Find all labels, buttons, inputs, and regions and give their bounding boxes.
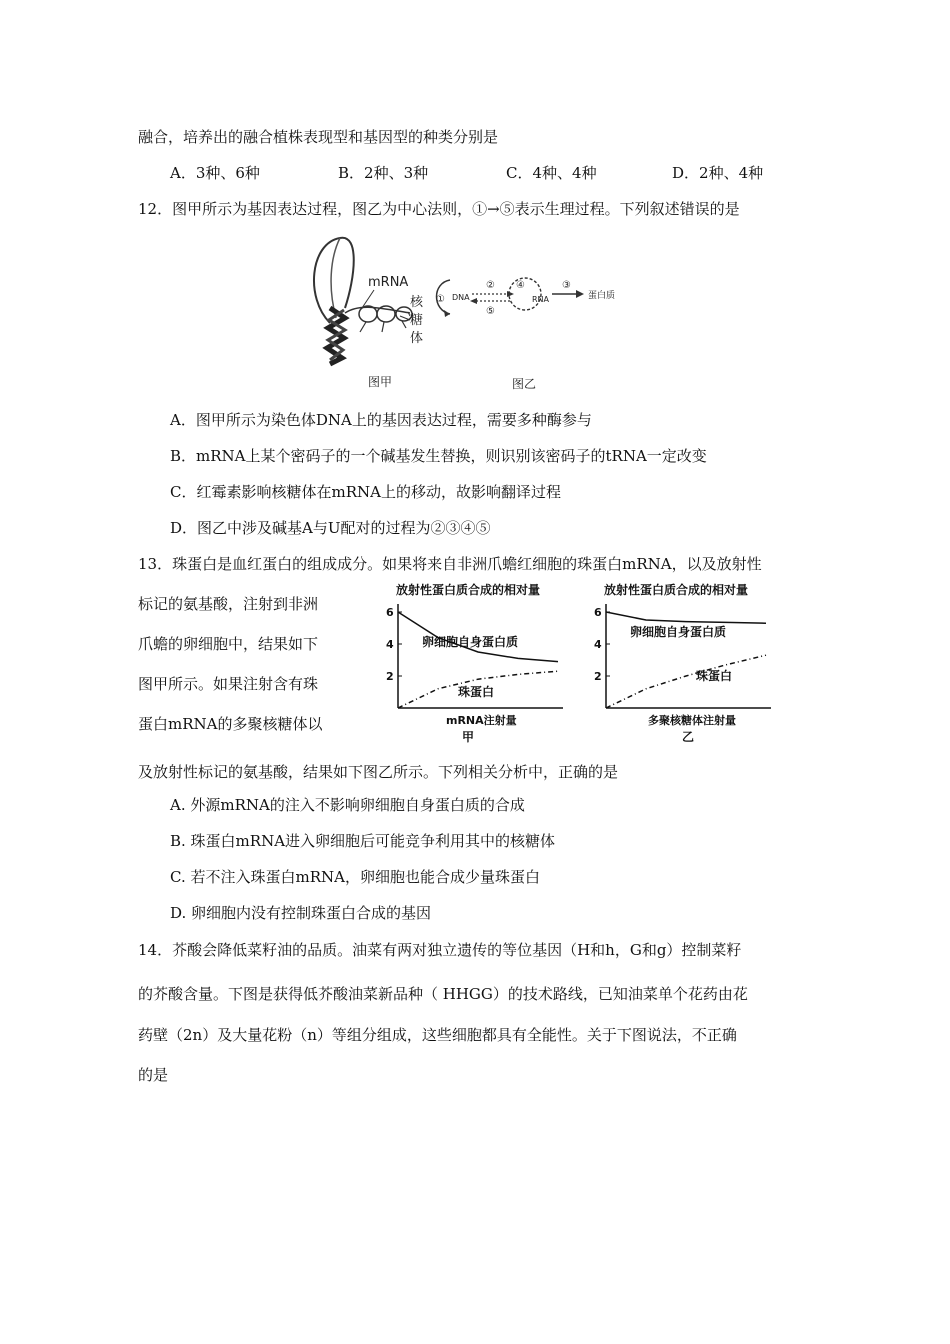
question-14-line: 的是 (138, 1066, 169, 1084)
series-label-globin: 珠蛋白 (458, 685, 495, 699)
q13-option-a: A. 外源mRNA的注入不影响卵细胞自身蛋白质的合成 (170, 796, 525, 814)
question-13-stem: 13．珠蛋白是血红蛋白的组成成分。如果将来自非洲爪蟾红细胞的珠蛋白mRNA，以及放射性 (138, 555, 762, 573)
series-globin (606, 655, 766, 708)
series-label-globin: 珠蛋白 (696, 669, 733, 683)
mrna-label: mRNA (368, 275, 409, 290)
chart-title: 放射性蛋白质合成的相对量 (396, 583, 541, 597)
q13-left-line: 爪蟾的卵细胞中，结果如下 (138, 635, 319, 653)
x-axis-label: mRNA注射量 (446, 714, 517, 727)
series-own-protein (606, 612, 766, 623)
chart-caption: 甲 (462, 730, 475, 744)
q13-option-c: C. 若不注入珠蛋白mRNA，卵细胞也能合成少量珠蛋白 (170, 868, 540, 886)
q13-line-6: 及放射性标记的氨基酸，结果如下图乙所示。下列相关分析中，正确的是 (138, 763, 619, 781)
q12-option-d: D．图乙中涉及碱基A与U配对的过程为②③④⑤ (170, 519, 491, 537)
chart-title: 放射性蛋白质合成的相对量 (604, 583, 749, 597)
q13-left-line: 蛋白mRNA的多聚核糖体以 (138, 715, 323, 733)
caption-yi: 图乙 (512, 377, 537, 391)
y-tick-label: 6 (386, 606, 394, 619)
num-5: ⑤ (486, 306, 495, 317)
y-tick-label: 6 (594, 606, 602, 619)
q13-left-line: 图甲所示。如果注射含有珠 (138, 675, 319, 693)
q13-option-b: B. 珠蛋白mRNA进入卵细胞后可能竞争利用其中的核糖体 (170, 832, 556, 850)
q12-option-a: A．图甲所示为染色体DNA上的基因表达过程，需要多种酶参与 (170, 411, 592, 429)
q12-option-c: C．红霉素影响核糖体在mRNA上的移动，故影响翻译过程 (170, 483, 561, 501)
series-label-own-protein: 卵细胞自身蛋白质 (422, 635, 519, 649)
figure-12 (300, 228, 700, 398)
ribosome-label-2: 糖 (410, 313, 424, 328)
series-label-own-protein: 卵细胞自身蛋白质 (630, 625, 727, 639)
num-2: ② (486, 280, 495, 291)
option-c: C．4种、4种 (506, 164, 597, 182)
text-line: 融合，培养出的融合植株表现型和基因型的种类分别是 (138, 128, 499, 146)
protein-node: 蛋白质 (588, 291, 616, 301)
option-a: A．3种、6种 (170, 164, 260, 182)
question-14-line: 的芥酸含量。下图是获得低芥酸油菜新品种（ HHGG）的技术路线，已知油菜单个花药由花 (138, 985, 748, 1003)
option-d: D．2种、4种 (672, 164, 764, 182)
chart-caption: 乙 (682, 730, 695, 744)
y-tick-label: 2 (386, 670, 394, 683)
chart-jia (378, 580, 578, 745)
ribosome-label-3: 体 (410, 331, 424, 346)
rna-node: RNA (532, 295, 550, 304)
num-3: ③ (562, 280, 571, 291)
q13-option-d: D. 卵细胞内没有控制珠蛋白合成的基因 (170, 904, 432, 922)
ribosome-label-1: 核 (410, 295, 424, 310)
question-14-line: 药壁（2n）及大量花粉（n）等组分组成，这些细胞都具有全能性。关于下图说法，不正确 (138, 1026, 737, 1044)
question-12-stem: 12．图甲所示为基因表达过程，图乙为中心法则，①→⑤表示生理过程。下列叙述错误的是 (138, 200, 740, 218)
chart-yi (586, 580, 801, 745)
caption-jia: 图甲 (368, 375, 393, 389)
dna-node: DNA (452, 293, 470, 302)
q12-option-b: B．mRNA上某个密码子的一个碱基发生替换，则识别该密码子的tRNA一定改变 (170, 447, 707, 465)
option-b: B．2种、3种 (338, 164, 429, 182)
num-1: ① (436, 294, 445, 305)
num-4: ④ (516, 280, 525, 291)
question-14-line: 14．芥酸会降低菜籽油的品质。油菜有两对独立遗传的等位基因（H和h，G和g）控制菜籽 (138, 941, 742, 959)
x-axis-label: 多聚核糖体注射量 (648, 714, 736, 727)
y-tick-label: 4 (594, 638, 602, 651)
y-tick-label: 4 (386, 638, 394, 651)
q13-left-line: 标记的氨基酸，注射到非洲 (138, 595, 319, 613)
y-tick-label: 2 (594, 670, 602, 683)
